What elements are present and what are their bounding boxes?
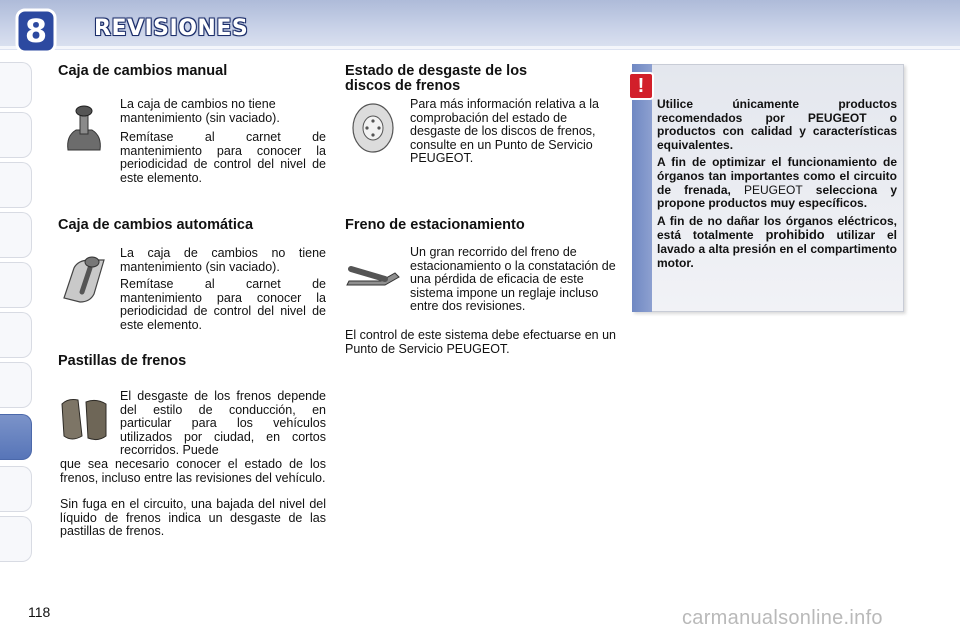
brake-disc-icon (350, 102, 396, 154)
parking-p1: Un gran recorrido del freno de estacionamiento o la constatación de una pérdida de eficacia de este sistema impone un reglaje incluso entre dos revisiones. (410, 245, 616, 314)
warning-p2: A fin de optimizar el funcionamiento de órganos tan importantes como el circuito de frenada, PEUGEOT selecciona y propone productos muy específicos. (657, 155, 897, 211)
section-title-discs-2: discos de frenos (345, 78, 461, 94)
chapter-number: 8 (24, 12, 48, 50)
chapter-tabs (0, 62, 36, 582)
chapter-tab[interactable] (0, 112, 32, 158)
chapter-tab-active[interactable] (0, 414, 32, 460)
auto-p1: La caja de cambios no tiene mantenimiento (sin vaciado). (120, 246, 326, 274)
chapter-tab[interactable] (0, 62, 32, 108)
section-title-manual: Caja de cambios manual (58, 63, 228, 79)
chapter-tab[interactable] (0, 262, 32, 308)
parking-brake-lever-icon (345, 255, 401, 291)
page-number: 118 (28, 604, 51, 620)
chapter-tab[interactable] (0, 162, 32, 208)
header-divider (0, 46, 960, 49)
section-title-parking: Freno de estacionamiento (345, 217, 525, 233)
gear-lever-manual-icon (62, 104, 106, 154)
warning-p3: A fin de no dañar los órganos eléctricos, está totalmente prohibido utilizar el lavado a alta presión en el compartimento motor. (657, 213, 897, 270)
manual-p2: Remítase al carnet de mantenimiento para conocer la periodicidad de control del nivel de este elemento. (120, 130, 326, 185)
auto-p2: Remítase al carnet de mantenimiento para conocer la periodicidad de control del nivel de este elemento. (120, 277, 326, 332)
warning-text (657, 98, 897, 274)
chapter-tab[interactable] (0, 466, 32, 512)
warning-stripe (632, 64, 652, 312)
pads-p2: Sin fuga en el circuito, una bajada del nivel del líquido de frenos indica un desgaste de las pastillas de frenos. (60, 497, 326, 539)
warning-icon: ! (628, 72, 654, 100)
gear-selector-automatic-icon (60, 248, 112, 304)
chapter-tab[interactable] (0, 516, 32, 562)
manual-p1: La caja de cambios no tiene mantenimiento (sin vaciado). (120, 97, 280, 125)
chapter-title: REVISIONES (94, 16, 249, 41)
pads-p1-rest: que sea necesario conocer el estado de los frenos, incluso entre las revisiones del vehículo. (60, 457, 326, 485)
section-title-automatic: Caja de cambios automática (58, 217, 254, 233)
watermark: carmanualsonline.info (682, 607, 883, 629)
warning-p1: Utilice únicamente productos recomendados por PEUGEOT o productos con calidad y características equivalentes. (657, 97, 897, 152)
chapter-tab[interactable] (0, 312, 32, 358)
chapter-tab[interactable] (0, 212, 32, 258)
brake-pads-icon (60, 396, 110, 444)
chapter-tab[interactable] (0, 362, 32, 408)
discs-p1: Para más información relativa a la comprobación del estado de desgaste de los discos de frenos, consulte en un Punto de Servicio PEUGEOT. (410, 97, 599, 166)
section-title-discs-1: Estado de desgaste de los (345, 63, 528, 79)
pads-p1-top: El desgaste de los frenos depende del estilo de conducción, en particular para los vehículos utilizados por ciudad, en cortos recorridos. Puede (120, 389, 326, 458)
parking-p2: El control de este sistema debe efectuarse en un Punto de Servicio PEUGEOT. (345, 328, 616, 356)
section-title-pads: Pastillas de frenos (58, 353, 187, 369)
